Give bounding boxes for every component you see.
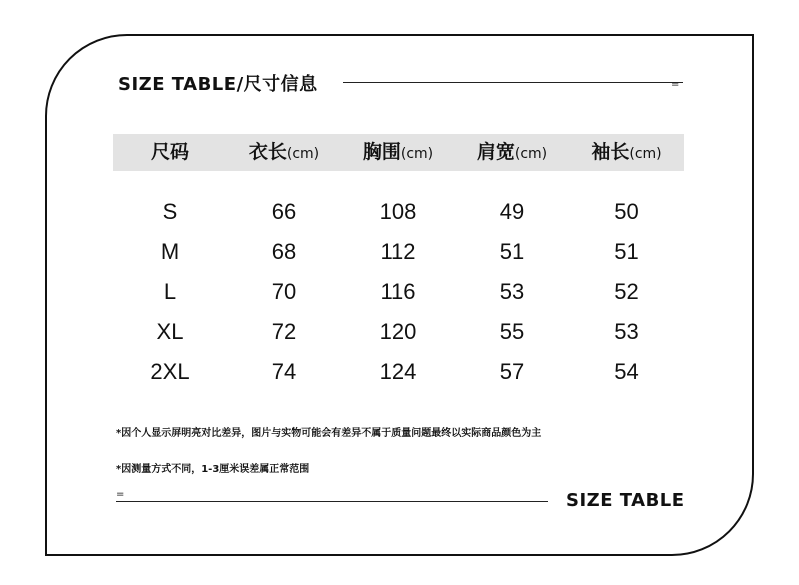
column-header-label: 胸围 — [362, 141, 401, 163]
table-header-row — [113, 134, 684, 171]
table-cell: M — [160, 239, 180, 264]
table-cell: 54 — [614, 359, 639, 384]
table-cell: 55 — [499, 319, 525, 344]
note-display-difference: *因个人显示屏明亮对比差异，图片与实物可能会有差异不属于质量问题最终以实际商品颜色为主 — [116, 428, 542, 439]
column-header-size — [113, 134, 227, 171]
table-cell: 53 — [499, 279, 525, 304]
column-header-label: 尺码 — [150, 141, 189, 163]
table-cell: 70 — [271, 279, 297, 304]
column-header-unit: (cm) — [629, 146, 662, 162]
table-cell: 116 — [380, 279, 416, 304]
column-header-unit: (cm) — [286, 146, 320, 162]
footer-title: SIZE TABLE — [566, 490, 685, 511]
column-header-shoulder — [455, 134, 569, 171]
table-row — [113, 274, 684, 310]
table-cell: XL — [156, 319, 184, 344]
table-cell: 124 — [379, 359, 417, 384]
column-header-label: 肩宽 — [476, 141, 515, 163]
footer-mark: = — [116, 489, 125, 500]
table-cell: 51 — [614, 239, 639, 264]
table-cell: 120 — [379, 319, 417, 344]
table-cell: 68 — [271, 239, 297, 264]
table-row — [113, 194, 684, 230]
table-cell: 112 — [380, 239, 416, 264]
header-mark: = — [671, 79, 680, 90]
table-cell: 51 — [499, 239, 525, 264]
column-header-label: 衣长 — [248, 141, 287, 163]
note-measurement-tolerance: *因测量方式不同，1-3厘米误差属正常范围 — [116, 464, 310, 475]
column-header-unit: (cm) — [400, 146, 434, 162]
header-divider — [343, 82, 683, 83]
table-cell: 2XL — [150, 359, 190, 384]
table-row — [113, 314, 684, 350]
table-cell: 72 — [271, 319, 297, 344]
footer-divider — [116, 501, 548, 502]
table-cell: 50 — [614, 199, 639, 224]
column-header-sleeve — [569, 134, 684, 171]
table-cell: 52 — [614, 279, 639, 304]
column-header-length — [227, 134, 341, 171]
table-cell: 57 — [499, 359, 525, 384]
table-cell: L — [163, 279, 177, 304]
size-table-title: SIZE TABLE/尺寸信息 — [118, 74, 318, 95]
column-header-unit: (cm) — [514, 146, 548, 162]
table-cell: S — [162, 199, 178, 224]
table-cell: 74 — [271, 359, 297, 384]
table-cell: 49 — [499, 199, 525, 224]
column-header-chest — [341, 134, 455, 171]
table-cell: 53 — [614, 319, 639, 344]
table-row — [113, 354, 684, 390]
table-cell: 108 — [379, 199, 417, 224]
table-cell: 66 — [271, 199, 297, 224]
table-row — [113, 234, 684, 270]
column-header-label: 袖长 — [591, 141, 630, 163]
